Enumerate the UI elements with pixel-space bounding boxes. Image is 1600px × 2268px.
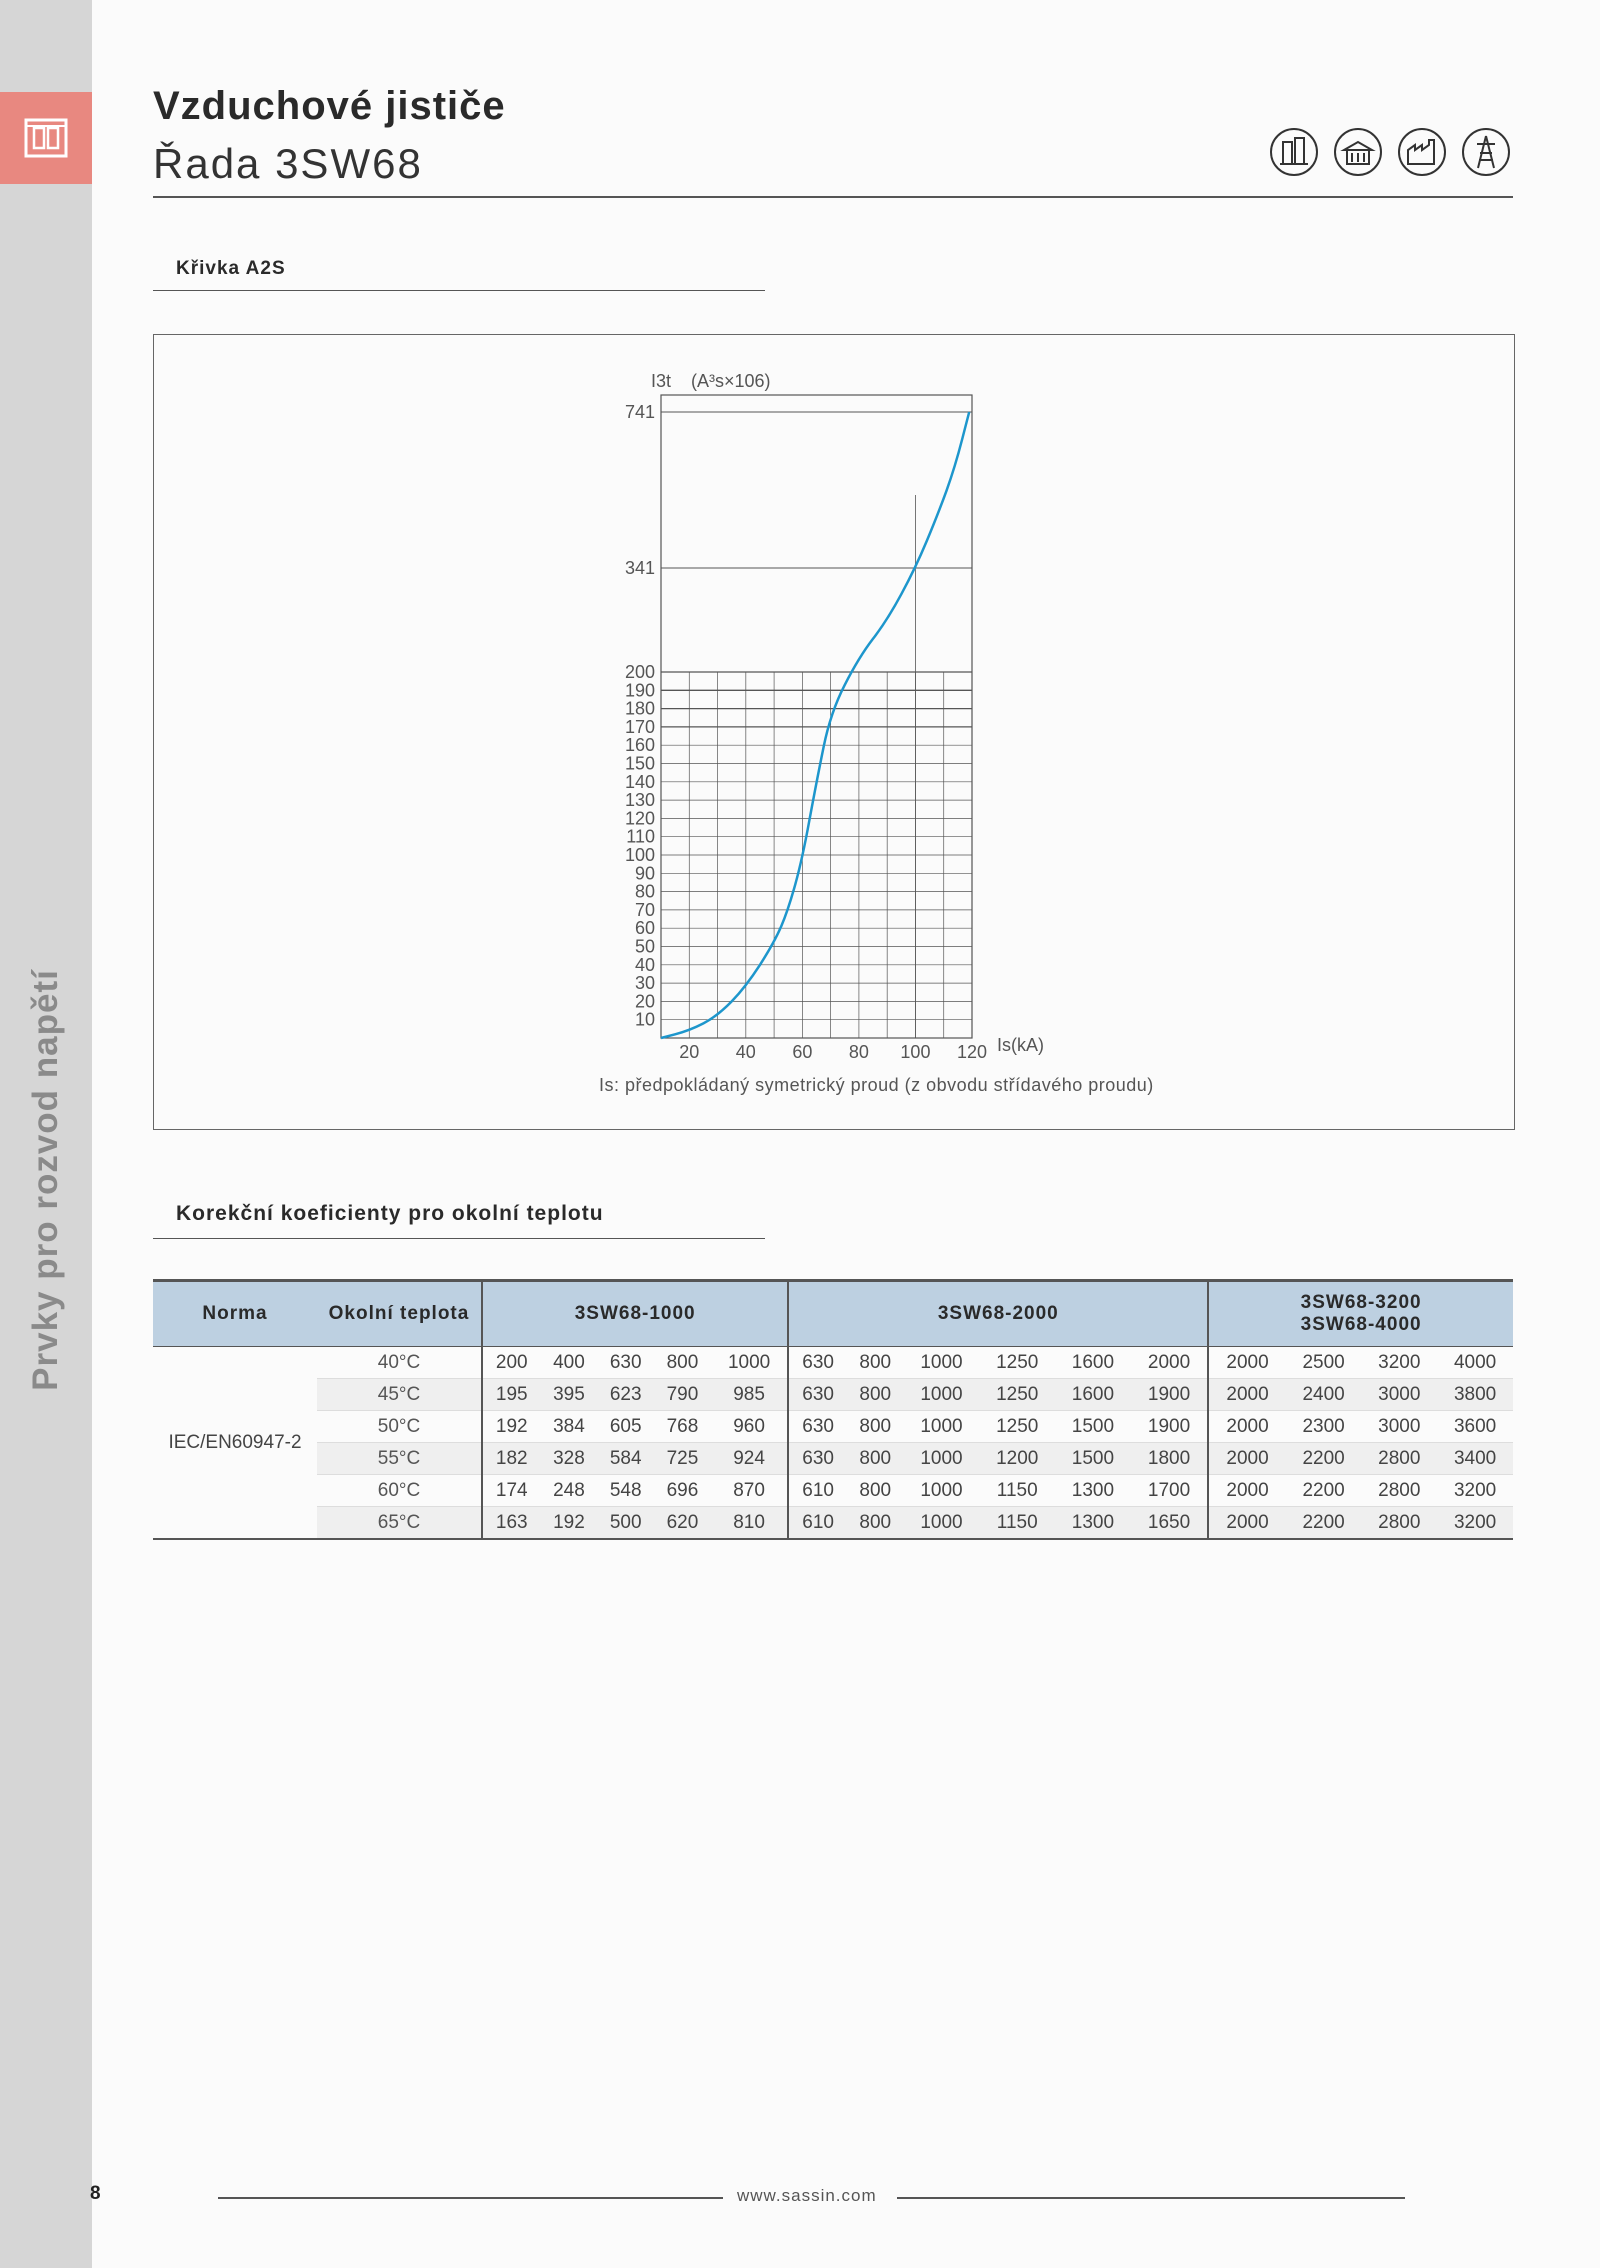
y-axis-unit: (A³s×106) bbox=[691, 371, 771, 391]
value-cell: 725 bbox=[654, 1443, 711, 1475]
y-tick-label: 90 bbox=[634, 863, 655, 884]
header-3sw68-4000: 3SW68-4000 bbox=[1300, 1314, 1422, 1335]
value-cell: 1250 bbox=[979, 1411, 1055, 1443]
value-cell: 2500 bbox=[1286, 1347, 1362, 1379]
table-row bbox=[153, 1507, 1513, 1540]
tower-icon bbox=[1460, 126, 1512, 178]
value-cell: 768 bbox=[654, 1411, 711, 1443]
value-cell: 395 bbox=[541, 1379, 598, 1411]
value-cell: 1300 bbox=[1055, 1507, 1131, 1540]
sidebar bbox=[0, 0, 92, 2268]
value-cell: 3200 bbox=[1437, 1507, 1513, 1540]
value-cell: 1150 bbox=[979, 1507, 1055, 1540]
value-cell: 630 bbox=[788, 1411, 847, 1443]
value-cell: 2800 bbox=[1361, 1475, 1437, 1507]
temp-cell: 65°C bbox=[317, 1507, 482, 1540]
value-cell: 1800 bbox=[1131, 1443, 1209, 1475]
value-cell: 2000 bbox=[1208, 1475, 1286, 1507]
value-cell: 630 bbox=[788, 1443, 847, 1475]
value-cell: 182 bbox=[482, 1443, 541, 1475]
value-cell: 195 bbox=[482, 1379, 541, 1411]
value-cell: 696 bbox=[654, 1475, 711, 1507]
value-cell: 800 bbox=[847, 1507, 904, 1540]
value-cell: 1900 bbox=[1131, 1379, 1209, 1411]
y-tick-label: 741 bbox=[624, 402, 655, 422]
y-tick-label: 30 bbox=[634, 973, 655, 994]
y-tick-label: 70 bbox=[634, 899, 655, 920]
y-tick-label: 160 bbox=[624, 735, 655, 756]
x-axis-label: Is(kA) bbox=[997, 1035, 1044, 1055]
y-tick-label: 140 bbox=[624, 771, 655, 792]
value-cell: 870 bbox=[711, 1475, 789, 1507]
table-row bbox=[153, 1475, 1513, 1507]
value-cell: 1500 bbox=[1055, 1443, 1131, 1475]
value-cell: 1000 bbox=[904, 1507, 980, 1540]
x-tick-label: 80 bbox=[848, 1042, 869, 1062]
value-cell: 174 bbox=[482, 1475, 541, 1507]
section-divider bbox=[153, 1238, 765, 1239]
value-cell: 1000 bbox=[904, 1379, 980, 1411]
x-tick-label: 60 bbox=[792, 1042, 813, 1062]
value-cell: 2200 bbox=[1286, 1475, 1362, 1507]
chart-caption: Is: předpokládaný symetrický proud (z obvodu střídavého proudu) bbox=[599, 1075, 1154, 1095]
value-cell: 248 bbox=[541, 1475, 598, 1507]
y-tick-label: 10 bbox=[634, 1009, 655, 1030]
value-cell: 2000 bbox=[1131, 1347, 1209, 1379]
value-cell: 924 bbox=[711, 1443, 789, 1475]
section-title-curve: Křivka A2S bbox=[176, 258, 286, 279]
header-temp: Okolní teplota bbox=[317, 1281, 482, 1347]
value-cell: 1650 bbox=[1131, 1507, 1209, 1540]
value-cell: 1500 bbox=[1055, 1411, 1131, 1443]
value-cell: 2800 bbox=[1361, 1507, 1437, 1540]
value-cell: 3000 bbox=[1361, 1411, 1437, 1443]
y-tick-label: 130 bbox=[624, 790, 655, 811]
plot-frame bbox=[661, 395, 972, 1038]
value-cell: 630 bbox=[597, 1347, 654, 1379]
value-cell: 1000 bbox=[904, 1443, 980, 1475]
value-cell: 1700 bbox=[1131, 1475, 1209, 1507]
y-tick-label: 180 bbox=[624, 698, 655, 719]
value-cell: 620 bbox=[654, 1507, 711, 1540]
value-cell: 800 bbox=[847, 1347, 904, 1379]
value-cell: 1250 bbox=[979, 1379, 1055, 1411]
y-tick-label: 170 bbox=[624, 716, 655, 737]
value-cell: 500 bbox=[597, 1507, 654, 1540]
value-cell: 630 bbox=[788, 1379, 847, 1411]
value-cell: 1600 bbox=[1055, 1347, 1131, 1379]
temp-cell: 60°C bbox=[317, 1475, 482, 1507]
x-tick-label: 40 bbox=[735, 1042, 756, 1062]
factory-icon bbox=[1396, 126, 1448, 178]
section-divider bbox=[153, 290, 765, 291]
y-tick-label: 80 bbox=[634, 881, 655, 902]
chart-frame bbox=[153, 334, 1515, 1130]
footer-url: www.sassin.com bbox=[737, 2186, 877, 2205]
sidebar-vertical-title: Prvky pro rozvod napětí bbox=[26, 969, 65, 1391]
table-header-row bbox=[153, 1281, 1513, 1347]
y-tick-label: 50 bbox=[634, 936, 655, 957]
a2s-chart bbox=[154, 335, 1514, 1129]
value-cell: 2300 bbox=[1286, 1411, 1362, 1443]
value-cell: 192 bbox=[482, 1411, 541, 1443]
value-cell: 800 bbox=[847, 1443, 904, 1475]
value-cell: 1000 bbox=[904, 1347, 980, 1379]
value-cell: 1300 bbox=[1055, 1475, 1131, 1507]
y-tick-label: 110 bbox=[626, 826, 655, 847]
header-3sw68-3200-4000 bbox=[1208, 1281, 1513, 1347]
y-tick-label: 341 bbox=[624, 558, 655, 578]
y-tick-label: 120 bbox=[624, 808, 655, 829]
value-cell: 200 bbox=[482, 1347, 541, 1379]
value-cell: 1150 bbox=[979, 1475, 1055, 1507]
a2s-curve bbox=[661, 412, 969, 1038]
value-cell: 605 bbox=[597, 1411, 654, 1443]
value-cell: 400 bbox=[541, 1347, 598, 1379]
value-cell: 1900 bbox=[1131, 1411, 1209, 1443]
y-axis-label: I3t bbox=[651, 371, 672, 391]
page-title: Vzduchové jističe bbox=[153, 84, 506, 128]
value-cell: 630 bbox=[788, 1347, 847, 1379]
x-tick-label: 100 bbox=[900, 1042, 931, 1062]
value-cell: 192 bbox=[541, 1507, 598, 1540]
header-3sw68-3200: 3SW68-3200 bbox=[1300, 1292, 1422, 1313]
value-cell: 548 bbox=[597, 1475, 654, 1507]
value-cell: 3000 bbox=[1361, 1379, 1437, 1411]
value-cell: 1250 bbox=[979, 1347, 1055, 1379]
table-row bbox=[153, 1347, 1513, 1379]
value-cell: 3200 bbox=[1437, 1475, 1513, 1507]
header-3sw68-1000: 3SW68-1000 bbox=[482, 1281, 788, 1347]
value-cell: 2000 bbox=[1208, 1411, 1286, 1443]
value-cell: 328 bbox=[541, 1443, 598, 1475]
value-cell: 1000 bbox=[904, 1475, 980, 1507]
correction-table bbox=[153, 1279, 1513, 1540]
value-cell: 800 bbox=[847, 1379, 904, 1411]
temp-cell: 40°C bbox=[317, 1347, 482, 1379]
value-cell: 1200 bbox=[979, 1443, 1055, 1475]
value-cell: 2400 bbox=[1286, 1379, 1362, 1411]
x-tick-label: 20 bbox=[679, 1042, 700, 1062]
value-cell: 2000 bbox=[1208, 1507, 1286, 1540]
table-row bbox=[153, 1379, 1513, 1411]
value-cell: 1000 bbox=[904, 1411, 980, 1443]
table-row bbox=[153, 1443, 1513, 1475]
value-cell: 4000 bbox=[1437, 1347, 1513, 1379]
office-icon bbox=[1332, 126, 1384, 178]
value-cell: 163 bbox=[482, 1507, 541, 1540]
norma-cell: IEC/EN60947-2 bbox=[153, 1347, 317, 1540]
footer-divider bbox=[897, 2197, 1405, 2199]
value-cell: 3200 bbox=[1361, 1347, 1437, 1379]
value-cell: 985 bbox=[711, 1379, 789, 1411]
value-cell: 3600 bbox=[1437, 1411, 1513, 1443]
temp-cell: 45°C bbox=[317, 1379, 482, 1411]
value-cell: 1600 bbox=[1055, 1379, 1131, 1411]
value-cell: 800 bbox=[654, 1347, 711, 1379]
temp-cell: 50°C bbox=[317, 1411, 482, 1443]
section-title-correction: Korekční koeficienty pro okolní teplotu bbox=[176, 1202, 604, 1225]
y-tick-label: 20 bbox=[634, 991, 655, 1012]
footer-divider bbox=[218, 2197, 723, 2199]
value-cell: 610 bbox=[788, 1507, 847, 1540]
y-tick-label: 100 bbox=[624, 845, 655, 865]
value-cell: 2200 bbox=[1286, 1443, 1362, 1475]
title-divider bbox=[153, 196, 1513, 198]
value-cell: 3800 bbox=[1437, 1379, 1513, 1411]
sidebar-tab bbox=[0, 92, 92, 184]
y-tick-label: 40 bbox=[634, 954, 655, 975]
y-tick-label: 150 bbox=[624, 753, 655, 774]
value-cell: 623 bbox=[597, 1379, 654, 1411]
header-3sw68-2000: 3SW68-2000 bbox=[788, 1281, 1208, 1347]
value-cell: 2200 bbox=[1286, 1507, 1362, 1540]
value-cell: 2800 bbox=[1361, 1443, 1437, 1475]
building-icon bbox=[1268, 126, 1320, 178]
value-cell: 3400 bbox=[1437, 1443, 1513, 1475]
value-cell: 810 bbox=[711, 1507, 789, 1540]
header-icons bbox=[1268, 126, 1512, 178]
page-subtitle: Řada 3SW68 bbox=[153, 140, 423, 187]
value-cell: 1000 bbox=[711, 1347, 789, 1379]
value-cell: 960 bbox=[711, 1411, 789, 1443]
value-cell: 2000 bbox=[1208, 1443, 1286, 1475]
breaker-icon bbox=[22, 114, 70, 162]
value-cell: 2000 bbox=[1208, 1347, 1286, 1379]
header-norma: Norma bbox=[153, 1281, 317, 1347]
y-tick-label: 190 bbox=[624, 680, 655, 701]
x-tick-label: 120 bbox=[956, 1042, 988, 1062]
value-cell: 584 bbox=[597, 1443, 654, 1475]
value-cell: 800 bbox=[847, 1411, 904, 1443]
y-tick-label: 60 bbox=[634, 918, 655, 939]
value-cell: 384 bbox=[541, 1411, 598, 1443]
value-cell: 2000 bbox=[1208, 1379, 1286, 1411]
y-tick-label: 200 bbox=[624, 662, 655, 682]
temp-cell: 55°C bbox=[317, 1443, 482, 1475]
table-row bbox=[153, 1411, 1513, 1443]
value-cell: 800 bbox=[847, 1475, 904, 1507]
value-cell: 790 bbox=[654, 1379, 711, 1411]
value-cell: 610 bbox=[788, 1475, 847, 1507]
page-number: 8 bbox=[90, 2183, 101, 2204]
